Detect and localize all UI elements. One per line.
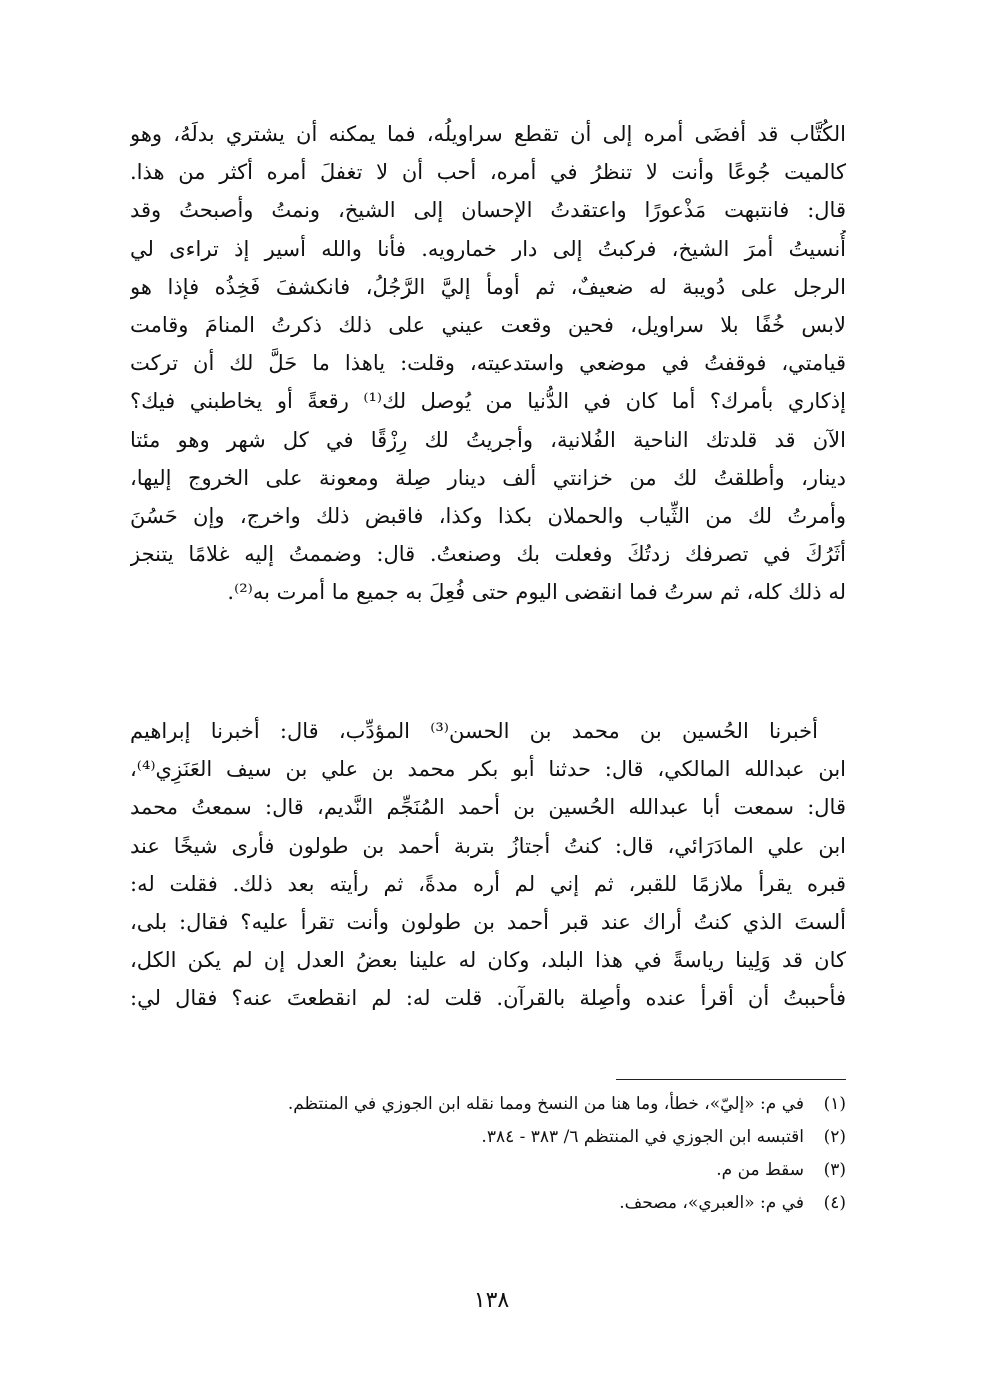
footnote-text: في م: «إليّ»، خطأ، وما هنا من النسخ ومما نقله ابن الجوزي في المنتظم. (287, 1094, 804, 1114)
footnotes (130, 1088, 846, 1220)
text-line: الآن قد قلدتك الناحية الفُلانية، وأجريتُ لك رِزْقًا في كل شهر وهو مئتا (130, 427, 846, 452)
footnote-text: في م: «العبري»، مصحف. (619, 1193, 804, 1213)
text-line: إذكاري بأمرك؟ أما كان في الدُّنيا من يُوصل لك⁽¹⁾ رقعةً أو يخاطبني فيك؟ (130, 389, 846, 414)
footnote-divider (616, 1079, 846, 1080)
footnote-number: (٢) (823, 1127, 846, 1147)
text-line: له ذلك كله، ثم سرتُ فما انقضى اليوم حتى فُعِلَ به جميع ما أمرت به⁽²⁾. (227, 580, 846, 605)
footnote-text: سقط من م. (716, 1160, 804, 1180)
text-line: قيامتي، فوقفتُ في موضعي واستدعيته، وقلت: ياهذا ما حَلَّ لك أن تركت (130, 351, 846, 376)
footnote-number: (٣) (823, 1160, 846, 1180)
text-line: الرجل على دُويبة له ضعيفٌ، ثم أومأ إليَّ الرَّجُلُ، فانكشفَ فَخِذُه فإذا هو (130, 274, 846, 299)
text-line: لابس خُفًا بلا سراويل، فحين وقعت عيني على ذلك ذكرتُ المنامَ وقامت (130, 312, 846, 337)
footnote-text: اقتبسه ابن الجوزي في المنتظم ٦/ ٣٨٣ - ٣٨٤. (481, 1127, 804, 1147)
text-line: فأحببتُ أن أقرأ عنده وأصِلة بالقرآن. قلت له: لم انقطعتَ عنه؟ فقال لي: (130, 986, 846, 1011)
text-line: كان قد وَلِينا رياسةً في هذا البلد، وكان له علينا بعضُ العدل إن لم يكن الكل، (130, 948, 846, 973)
text-line: ابن علي المادَرَائي، قال: كنتُ أجتازُ بتربة أحمد بن طولون فأرى شيخًا عند (130, 833, 846, 858)
text-line: قبره يقرأ ملازمًا للقبر، ثم إني لم أره مدةً، ثم رأيته بعد ذلك. فقلت له: (130, 871, 846, 896)
footnote-item (130, 1187, 846, 1220)
text-line: ألستَ الذي كنتُ أراك عند قبر أحمد بن طولون وأنت تقرأ عليه؟ فقال: بلى، (130, 909, 846, 934)
text-line: دينار، وأطلقتُ لك من خزانتي ألف دينار صِلة ومعونة على الخروج إليها، (130, 465, 846, 490)
text-line: كالميت جُوعًا وأنت لا تنظرُ في أمره، أحب أن لا تغفلَ أمره أكثر من هذا. (130, 160, 846, 185)
text-line: وأمرتُ لك من الثِّياب والحملان بكذا وكذا، فاقبض ذلك واخرج، وإن حَسُنَ (130, 503, 846, 528)
text-line: قال: فانتبهت مَذْعورًا واعتقدتُ الإحسان إلى الشيخ، ونمتُ وأصبحتُ وقد (130, 198, 846, 223)
footnote-number: (١) (823, 1094, 846, 1114)
text-line: ابن عبدالله المالكي، قال: حدثنا أبو بكر محمد بن علي بن سيف العَنَزِي⁽⁴⁾، (130, 757, 846, 782)
footnote-item (130, 1154, 846, 1187)
text-line: أخبرنا الحُسين بن محمد بن الحسن⁽³⁾ المؤدِّب، قال: أخبرنا إبراهيم (130, 719, 818, 743)
text-line: أُنسيتُ أمرَ الشيخ، فركبتُ إلى دار خمارويه. فأنا والله أسير إذ تراءى لي (130, 236, 846, 261)
text-line: أثَرُكَ في تصرفك زدتُكَ وفعلت بك وصنعتُ. قال: وضممتُ إليه غلامًا يتنجز (130, 542, 846, 567)
footnote-item (130, 1121, 846, 1154)
paragraph-2 (130, 712, 846, 1018)
paragraph-1 (130, 115, 846, 611)
text-line: الكُتَّاب قد أفضَى أمره إلى أن تقطع سراويلُه، فما يمكنه أن يشتري بدلَهُ، وهو (130, 122, 846, 146)
page-number: ١٣٨ (473, 1288, 510, 1313)
text-line: قال: سمعت أبا عبدالله الحُسين بن أحمد المُنَجِّم النَّديم، قال: سمعتُ محمد (130, 795, 846, 820)
footnote-number: (٤) (823, 1193, 846, 1213)
footnote-item (130, 1088, 846, 1121)
